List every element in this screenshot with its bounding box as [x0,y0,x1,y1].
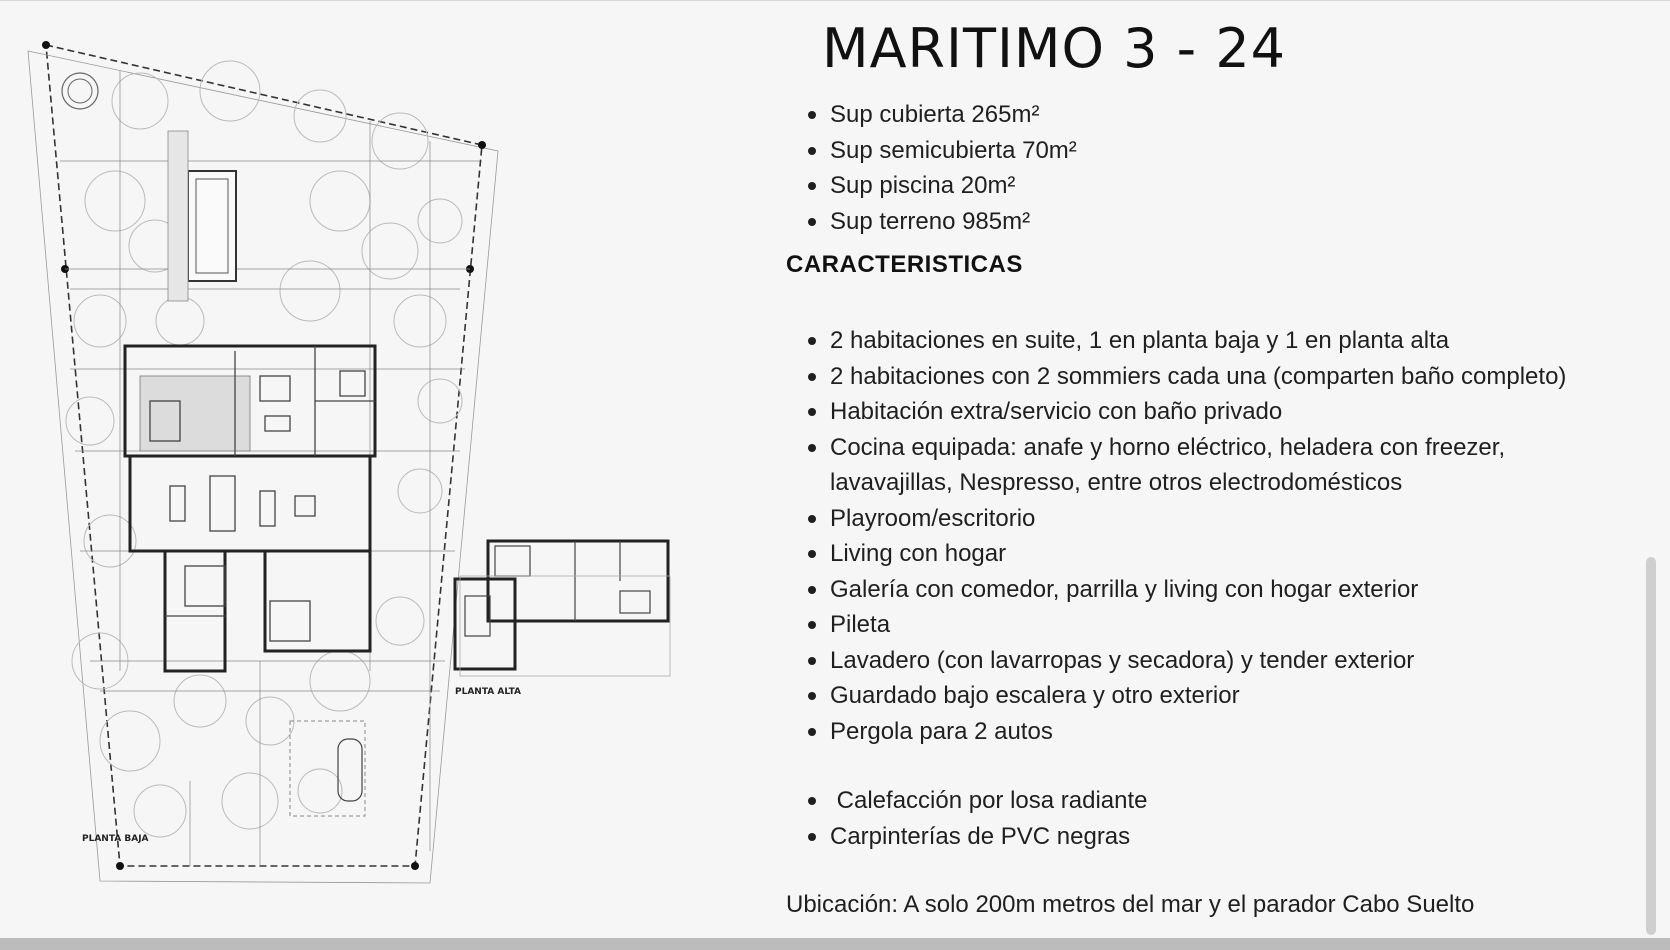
upper-floor-label: PLANTA ALTA [455,687,521,697]
spec-item: Sup terreno 985m² [800,204,1077,240]
feature-item: Lavadero (con lavarropas y secadora) y tender exterior [800,643,1630,679]
extra-item: Calefacción por losa radiante [800,783,1630,819]
feature-item: Playroom/escritorio [800,501,1630,537]
specs-list [800,97,1077,239]
feature-item: Habitación extra/servicio con baño privado [800,394,1630,430]
extra-item: Carpinterías de PVC negras [800,819,1630,855]
scrollbar-thumb[interactable] [1646,557,1656,935]
spec-item: Sup cubierta 265m² [800,97,1077,133]
feature-item: Galería con comedor, parrilla y living con hogar exterior [800,572,1630,608]
upper-floor-walls [455,541,668,669]
page-title: MARITIMO 3 - 24 [822,17,1287,80]
features-heading: CARACTERISTICAS [786,251,1023,278]
feature-item: Pergola para 2 autos [800,714,1630,750]
features-list [800,323,1630,854]
feature-item: 2 habitaciones con 2 sommiers cada una (comparten baño completo) [800,359,1630,395]
upper-floor-interior [460,541,670,676]
feature-item: 2 habitaciones en suite, 1 en planta baja y 1 en planta alta [800,323,1630,359]
feature-item: Guardado bajo escalera y otro exterior [800,678,1630,714]
feature-item: Living con hogar [800,536,1630,572]
bottom-bar [0,938,1670,950]
ground-floor-label: PLANTA BAJA [82,834,149,844]
feature-item: Cocina equipada: anafe y horno eléctrico, heladera con freezer, lavavajillas, Nespresso, entre otros electrodomésticos [800,430,1630,501]
spec-item: Sup semicubierta 70m² [800,133,1077,169]
feature-item: Pileta [800,607,1630,643]
pool [188,171,236,281]
location-text: Ubicación: A solo 200m metros del mar y el parador Cabo Suelto [786,891,1475,918]
floor-plan-drawing [20,21,740,901]
dimension-lines [60,71,480,866]
spec-item: Sup piscina 20m² [800,168,1077,204]
